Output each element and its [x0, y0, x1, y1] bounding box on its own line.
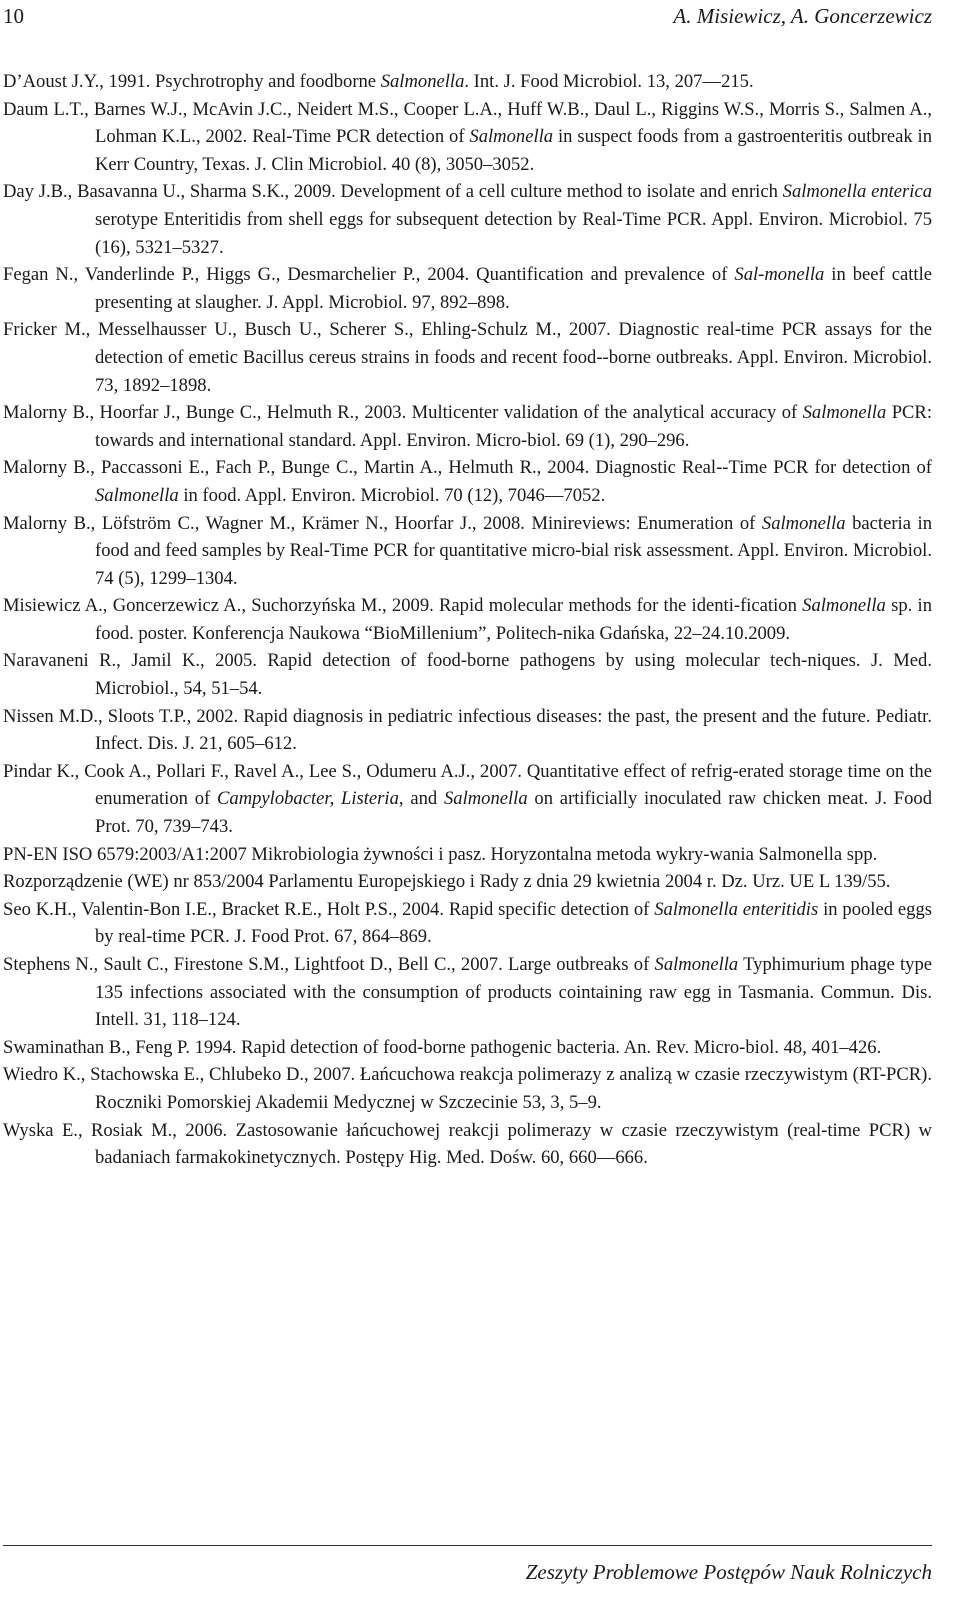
reference-text: Stephens N., Sault C., Firestone S.M., Lightfoot D., Bell C., 2007. Large outbreaks of — [3, 954, 655, 975]
reference-entry — [3, 1061, 932, 1116]
reference-italic-text: Campylobacter, Listeria — [217, 788, 399, 810]
reference-text: Seo K.H., Valentin-Bon I.E., Bracket R.E., Holt P.S., 2004. Rapid specific detection of — [3, 898, 655, 920]
reference-text: , and — [398, 788, 444, 810]
reference-entry — [3, 951, 932, 1034]
reference-text: PN-EN ISO 6579:2003/A1:2007 Mikrobiologia żywności i pasz. Horyzontalna metoda wykry-wania Salmonella spp. — [3, 843, 878, 865]
reference-italic-text: Salmonella — [802, 402, 887, 424]
reference-text: in suspect foods from a gastroenteritis outbreak in Kerr Country, Texas. J. Clin Microbiol. 40 (8), 3050–3052. — [95, 126, 933, 175]
reference-text: Fegan N., Vanderlinde P., Higgs G., Desmarchelier P., 2004. Quantification and prevalence of — [3, 264, 735, 286]
reference-text: in beef cattle presenting at slaugher. J. Appl. Microbiol. 97, 892–898. — [95, 264, 932, 313]
reference-text: bacteria in food and feed samples by Real-Time PCR for quantitative micro-bial risk assessment. Appl. Environ. Microbiol. 74 (5), 1299–1304. — [95, 512, 932, 589]
reference-entry — [3, 1034, 932, 1062]
reference-text: Misiewicz A., Goncerzewicz A., Suchorzyńska M., 2009. Rapid molecular methods for the identi-fication — [3, 595, 803, 617]
reference-entry — [3, 96, 932, 179]
reference-text: serotype Enteritidis from shell eggs for subsequent detection by Real-Time PCR. Appl. Environ. Microbiol. 75 (16), 5321–5327. — [95, 208, 932, 258]
reference-text: Rozporządzenie (WE) nr 853/2004 Parlamentu Europejskiego i Rady z dnia 29 kwietnia 2004 r. Dz. Urz. UE L 139/55. — [3, 871, 891, 893]
reference-italic-text: Salmonella — [380, 71, 465, 92]
reference-italic-text: Salmonella — [95, 484, 179, 506]
reference-text: Pindar K., Cook A., Pollari F., Ravel A., Lee S., Odumeru A.J., 2007. Quantitative effect of refrig-erated storage time on the enumeration of — [3, 760, 932, 810]
reference-entry — [3, 178, 932, 261]
footer-divider — [3, 1545, 932, 1546]
reference-entry — [3, 896, 932, 951]
reference-entry — [3, 316, 932, 399]
reference-entry — [3, 68, 932, 96]
reference-italic-text: Salmonella enteritidis — [654, 898, 819, 920]
reference-entry — [3, 841, 932, 869]
page-number: 10 — [3, 4, 24, 28]
reference-text: Day J.B., Basavanna U., Sharma S.K., 2009. Development of a cell culture method to isolate and enrich — [3, 181, 783, 203]
reference-entry — [3, 647, 932, 702]
journal-title: Zeszyty Problemowe Postępów Nauk Rolniczych — [525, 1560, 932, 1584]
reference-italic-text: Salmonella enterica — [782, 181, 932, 203]
reference-text: Fricker M., Messelhausser U., Busch U., Scherer S., Ehling-Schulz M., 2007. Diagnostic real-time PCR assays for the detection of emetic Bacillus cereus strains in foods and recent food--borne outbreaks. Appl. Environ. Microbiol. 73, 1892–1898. — [3, 319, 932, 396]
reference-text: Malorny B., Hoorfar J., Bunge C., Helmuth R., 2003. Multicenter validation of the analytical accuracy of — [3, 402, 803, 424]
reference-text: on artificially inoculated raw chicken meat. J. Food Prot. 70, 739–743. — [95, 788, 933, 838]
reference-text: D’Aoust J.Y., 1991. Psychrotrophy and foodborne — [3, 71, 381, 92]
reference-text: Swaminathan B., Feng P. 1994. Rapid detection of food-borne pathogenic bacteria. An. Rev. Micro-biol. 48, 401–426. — [3, 1036, 882, 1058]
page-header — [0, 0, 960, 40]
reference-text: Malorny B., Löfström C., Wagner M., Krämer N., Hoorfar J., 2008. Minireviews: Enumeration of — [3, 512, 762, 534]
reference-entry — [3, 868, 932, 896]
reference-text: Naravaneni R., Jamil K., 2005. Rapid detection of food-borne pathogens by using molecular tech-niques. J. Med. Microbiol., 54, 51–54. — [3, 650, 932, 700]
reference-italic-text: Salmonella — [469, 126, 554, 148]
reference-text: in food. Appl. Environ. Microbiol. 70 (12), 7046––7052. — [178, 484, 606, 506]
reference-italic-text: Salmonella — [802, 595, 886, 617]
reference-entry — [3, 454, 932, 509]
reference-entry — [3, 399, 932, 454]
reference-list — [3, 68, 932, 1172]
reference-text: Wyska E., Rosiak M., 2006. Zastosowanie łańcuchowej reakcji polimerazy w czasie rzeczywistym (real-time PCR) w badaniach farmakokinetycznych. Postępy Hig. Med. Dośw. 60, 660––666. — [3, 1119, 932, 1169]
reference-text: Daum L.T., Barnes W.J., McAvin J.C., Neidert M.S., Cooper L.A., Huff W.B., Daul L., Riggins W.S., Morris S., Salmen A., Lohman K.L., 2002. Real-Time PCR detection of — [3, 98, 932, 148]
reference-text: in pooled eggs by real-time PCR. J. Food Prot. 67, 864–869. — [95, 898, 932, 948]
reference-entry — [3, 758, 932, 841]
reference-entry — [3, 703, 932, 758]
reference-text: PCR: towards and international standard. Appl. Environ. Micro-biol. 69 (1), 290–296. — [95, 402, 932, 451]
reference-text: sp. in food. poster. Konferencja Naukowa “BioMillenium”, Politech-nika Gdańska, 22–24.10.2009. — [95, 595, 932, 644]
reference-text: Nissen M.D., Sloots T.P., 2002. Rapid diagnosis in pediatric infectious diseases: the past, the present and the future. Pediatr. Infect. Dis. J. 21, 605–612. — [3, 705, 932, 755]
reference-text: Typhimurium phage type 135 infections associated with the consumption of products cointaining raw egg in Tasmania. Commun. Dis. Intell. 31, 118–124. — [95, 954, 933, 1031]
reference-italic-text: Sal-monella — [734, 264, 825, 286]
reference-entry — [3, 1117, 932, 1172]
reference-text: Wiedro K., Stachowska E., Chlubeko D., 2007. Łańcuchowa reakcja polimerazy z analizą w czasie rzeczywistym (RT-PCR). Roczniki Pomorskiej Akademii Medycznej w Szczecinie 53, 3, 5–9. — [3, 1064, 932, 1113]
reference-entry — [3, 510, 932, 593]
reference-entry — [3, 592, 932, 647]
reference-italic-text: Salmonella — [443, 788, 528, 810]
reference-text: Malorny B., Paccassoni E., Fach P., Bunge C., Martin A., Helmuth R., 2004. Diagnostic Real--Time PCR for detection of — [3, 457, 932, 479]
running-head: A. Misiewicz, A. Goncerzewicz — [673, 4, 932, 28]
reference-italic-text: Salmonella — [654, 954, 739, 975]
reference-entry — [3, 261, 932, 316]
reference-italic-text: Salmonella — [761, 512, 846, 534]
reference-text: . Int. J. Food Microbiol. 13, 207––215. — [464, 71, 754, 92]
